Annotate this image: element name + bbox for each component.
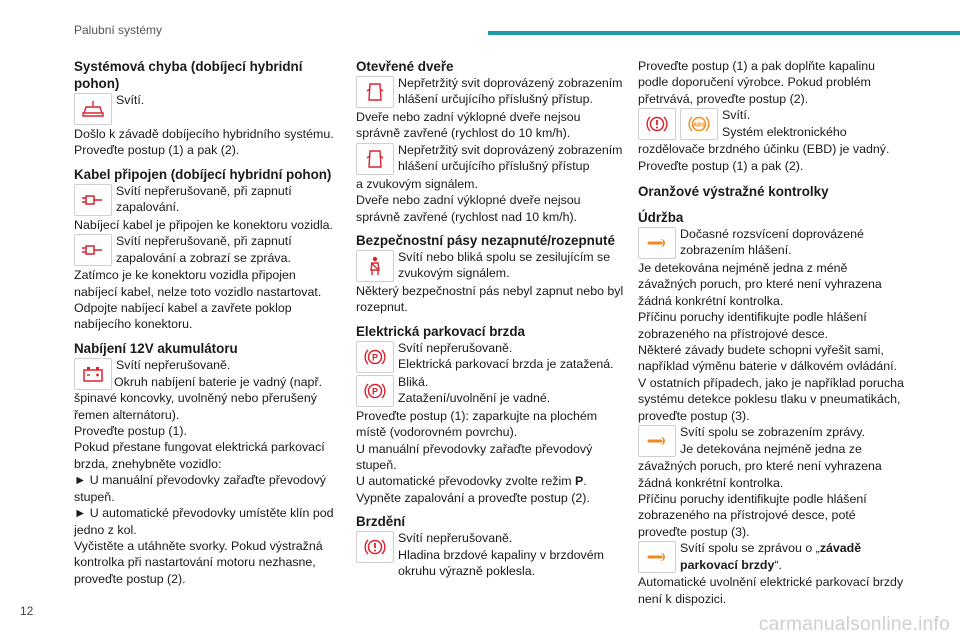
- heading-parking-brake: Elektrická parkovací brzda: [356, 323, 525, 339]
- indicator-text: [722, 107, 906, 140]
- indicator-entry: [74, 183, 342, 217]
- paragraph: rozdělovače brzdného účinku (EBD) je vadný.: [638, 142, 890, 157]
- mode-letter: P: [574, 474, 584, 489]
- indicator-entry: [638, 226, 906, 260]
- indicator-entry: [638, 424, 906, 458]
- indicator-entry: [356, 530, 624, 579]
- parking-brake-icon: [356, 375, 394, 407]
- wrench-icon: [638, 425, 676, 457]
- text-span: U automatické převodovky zvolte režim: [356, 474, 575, 489]
- indicator-line: Zatažení/uvolnění je vadné.: [398, 391, 551, 406]
- paragraph: Některé závady budete schopni vyřešit sami, například výměnu baterie v dálkovém ovládání.: [638, 343, 897, 374]
- brake-warning-icon: [638, 108, 676, 140]
- paragraph: Odpojte nabíjecí kabel a zavřete poklop nabíjecího konektoru.: [74, 301, 292, 332]
- section-title: Palubní systémy: [74, 23, 163, 37]
- indicator-entry: [74, 233, 342, 267]
- svg-text:P: P: [371, 386, 379, 397]
- page-number: 12: [20, 604, 34, 618]
- paragraph: Dveře nebo zadní výklopné dveře nejsou správně zavřené (rychlost nad 10 km/h).: [356, 193, 581, 224]
- indicator-text: [680, 540, 906, 573]
- heading-seatbelts: Bezpečnostní pásy nezapnuté/rozepnuté: [356, 233, 615, 249]
- indicator-text: [398, 530, 624, 579]
- indicator-entry: [356, 75, 624, 109]
- column-1: [74, 58, 342, 587]
- paragraph: Nabíjecí kabel je připojen ke konektoru vozidla.: [74, 217, 333, 232]
- indicator-line: Svítí nepřerušovaně.: [398, 531, 513, 546]
- indicator-text: Svítí.: [116, 93, 145, 107]
- indicator-text: Nepřetržitý svit doprovázený zobrazením hlášení určujícího příslušný přístup: [398, 142, 623, 174]
- abs-icon: [680, 108, 718, 140]
- heading-braking: Brzdění: [356, 514, 406, 530]
- heading-orange-warnings: Oranžové výstražné kontrolky: [638, 184, 829, 200]
- indicator-line: Hladina brzdové kapaliny v brzdovém okruhu výrazně poklesla.: [398, 547, 604, 579]
- paragraph: Proveďte postup (1) a pak doplňte kapalinu podle doporučení výrobce. Pokud problém přetrvává, proveďte postup (2).: [638, 59, 875, 106]
- indicator-text: Svítí nepřerušovaně.: [116, 357, 231, 372]
- paragraph: Dveře nebo zadní výklopné dveře nejsou správně zavřené (rychlost do 10 km/h).: [356, 110, 581, 141]
- paragraph: a zvukovým signálem.: [356, 176, 478, 191]
- paragraph: závažných poruch, pro které není vyhrazena žádná konkrétní kontrolka.: [638, 459, 882, 490]
- indicator-entry: [356, 374, 624, 408]
- indicator-text: Svítí nepřerušovaně, při zapnutí zapalování a zobrazí se zpráva.: [116, 234, 292, 265]
- paragraph: [356, 473, 624, 489]
- paragraph: Pokud přestane fungovat elektrická parkovací brzda, znehybněte vozidlo:: [74, 440, 325, 471]
- indicator-entry: [638, 540, 906, 574]
- indicator-entry: [638, 107, 906, 141]
- paragraph: ► U manuální převodovky zařaďte převodový stupeň.: [74, 473, 326, 504]
- text-span: .: [583, 474, 587, 489]
- wrench-icon: [638, 541, 676, 573]
- indicator-line: Bliká.: [398, 374, 429, 389]
- header-accent-bar: [488, 31, 960, 35]
- seatbelt-icon: [356, 250, 394, 282]
- indicator-text: [398, 374, 624, 407]
- paragraph: Příčinu poruchy identifikujte podle hlášení zobrazeného na přístrojové desce, poté proveďte postup (3).: [638, 491, 867, 539]
- paragraph: Proveďte postup (1): zaparkujte na plochém místě (vodorovném povrchu).: [356, 408, 598, 440]
- indicator-line: Systém elektronického: [722, 124, 847, 139]
- heading-12v-charging: Nabíjení 12V akumulátoru: [74, 340, 238, 356]
- svg-text:ABS: ABS: [693, 122, 705, 129]
- parking-brake-icon: [356, 341, 394, 373]
- indicator-text: Nepřetržitý svit doprovázený zobrazením hlášení určujícího příslušný přístup.: [398, 76, 623, 107]
- indicator-line: Elektrická parkovací brzda je zatažená.: [398, 357, 614, 372]
- indicator-entry: [356, 142, 624, 176]
- paragraph: V ostatních případech, jako je například porucha systému detekce poklesu tlaku v pneumatikách, proveďte postup (3).: [638, 375, 904, 423]
- paragraph: Vyčistěte a utáhněte svorky. Pokud výstražná kontrolka při nastartování motoru nezhasne, proveďte postup (2).: [74, 538, 323, 586]
- svg-text:P: P: [371, 352, 379, 363]
- indicator-text: Svítí nepřerušovaně, při zapnutí zapalování.: [116, 183, 292, 215]
- door-open-icon: [356, 76, 394, 108]
- text-span: Svítí spolu se zprávou o „: [680, 541, 820, 556]
- car-fault-icon: [74, 93, 112, 125]
- paragraph: Proveďte postup (1) a pak (2).: [638, 158, 804, 173]
- indicator-entry: [356, 340, 624, 374]
- indicator-text: [398, 340, 624, 373]
- wrench-icon: [638, 227, 676, 259]
- emphasis: závadě parkovací brzdy: [680, 541, 862, 572]
- paragraph: ► U automatické převodovky umístěte klín pod jedno z kol.: [74, 506, 334, 537]
- brake-warning-icon: [356, 531, 394, 563]
- indicator-line: Je detekována nejméně jedna ze: [680, 441, 862, 456]
- column-2: [356, 58, 624, 580]
- icon-pair: [638, 107, 722, 141]
- heading-open-doors: Otevřené dveře: [356, 59, 454, 74]
- indicator-line: Svítí spolu se zobrazením zprávy.: [680, 425, 866, 440]
- indicator-entry: [74, 92, 342, 126]
- heading-system-fault: Systémová chyba (dobíjecí hybridní pohon): [74, 59, 303, 91]
- paragraph: Okruh nabíjení baterie je vadný (např. špinavé koncovky, uvolněný nebo přerušený řemen alternátoru).: [74, 374, 323, 422]
- door-open-icon: [356, 143, 394, 175]
- heading-cable-connected: Kabel připojen (dobíjecí hybridní pohon): [74, 166, 332, 182]
- paragraph: U manuální převodovky zařaďte převodový stupeň.: [356, 441, 593, 473]
- paragraph: Některý bezpečnostní pás nebyl zapnut nebo byl rozepnut.: [356, 284, 624, 315]
- paragraph: Zatímco je ke konektoru vozidla připojen nabíjecí kabel, nelze toto vozidlo nastartovat.: [74, 268, 322, 299]
- watermark: carmanualsonline.info: [758, 614, 950, 635]
- paragraph: Proveďte postup (1) a pak (2).: [74, 143, 240, 158]
- paragraph: Vypněte zapalování a proveďte postup (2).: [356, 490, 590, 505]
- indicator-line: Svítí.: [722, 108, 751, 123]
- indicator-text: Dočasné rozsvícení doprovázené zobrazením hlášení.: [680, 227, 864, 258]
- indicator-text: Svítí nebo bliká spolu se zesilujícím se zvukovým signálem.: [398, 250, 611, 281]
- indicator-line: Svítí nepřerušovaně.: [398, 340, 513, 355]
- plug-icon: [74, 234, 112, 266]
- paragraph: Došlo k závadě dobíjecího hybridního systému.: [74, 127, 334, 141]
- text-span: “.: [774, 557, 782, 572]
- paragraph: Příčinu poruchy identifikujte podle hlášení zobrazeného na přístrojové desce.: [638, 310, 867, 341]
- heading-maintenance: Údržba: [638, 210, 684, 226]
- plug-icon: [74, 184, 112, 216]
- paragraph: Je detekována nejméně jedna z méně závažných poruch, pro které není vyhrazena žádná konkrétní kontrolka.: [638, 261, 882, 308]
- paragraph: Proveďte postup (1).: [74, 424, 187, 439]
- paragraph: Automatické uvolnění elektrické parkovací brzdy není k dispozici.: [638, 575, 904, 606]
- battery-icon: [74, 358, 112, 390]
- indicator-entry: [356, 249, 624, 283]
- column-3: [638, 58, 906, 607]
- indicator-text: [680, 424, 906, 457]
